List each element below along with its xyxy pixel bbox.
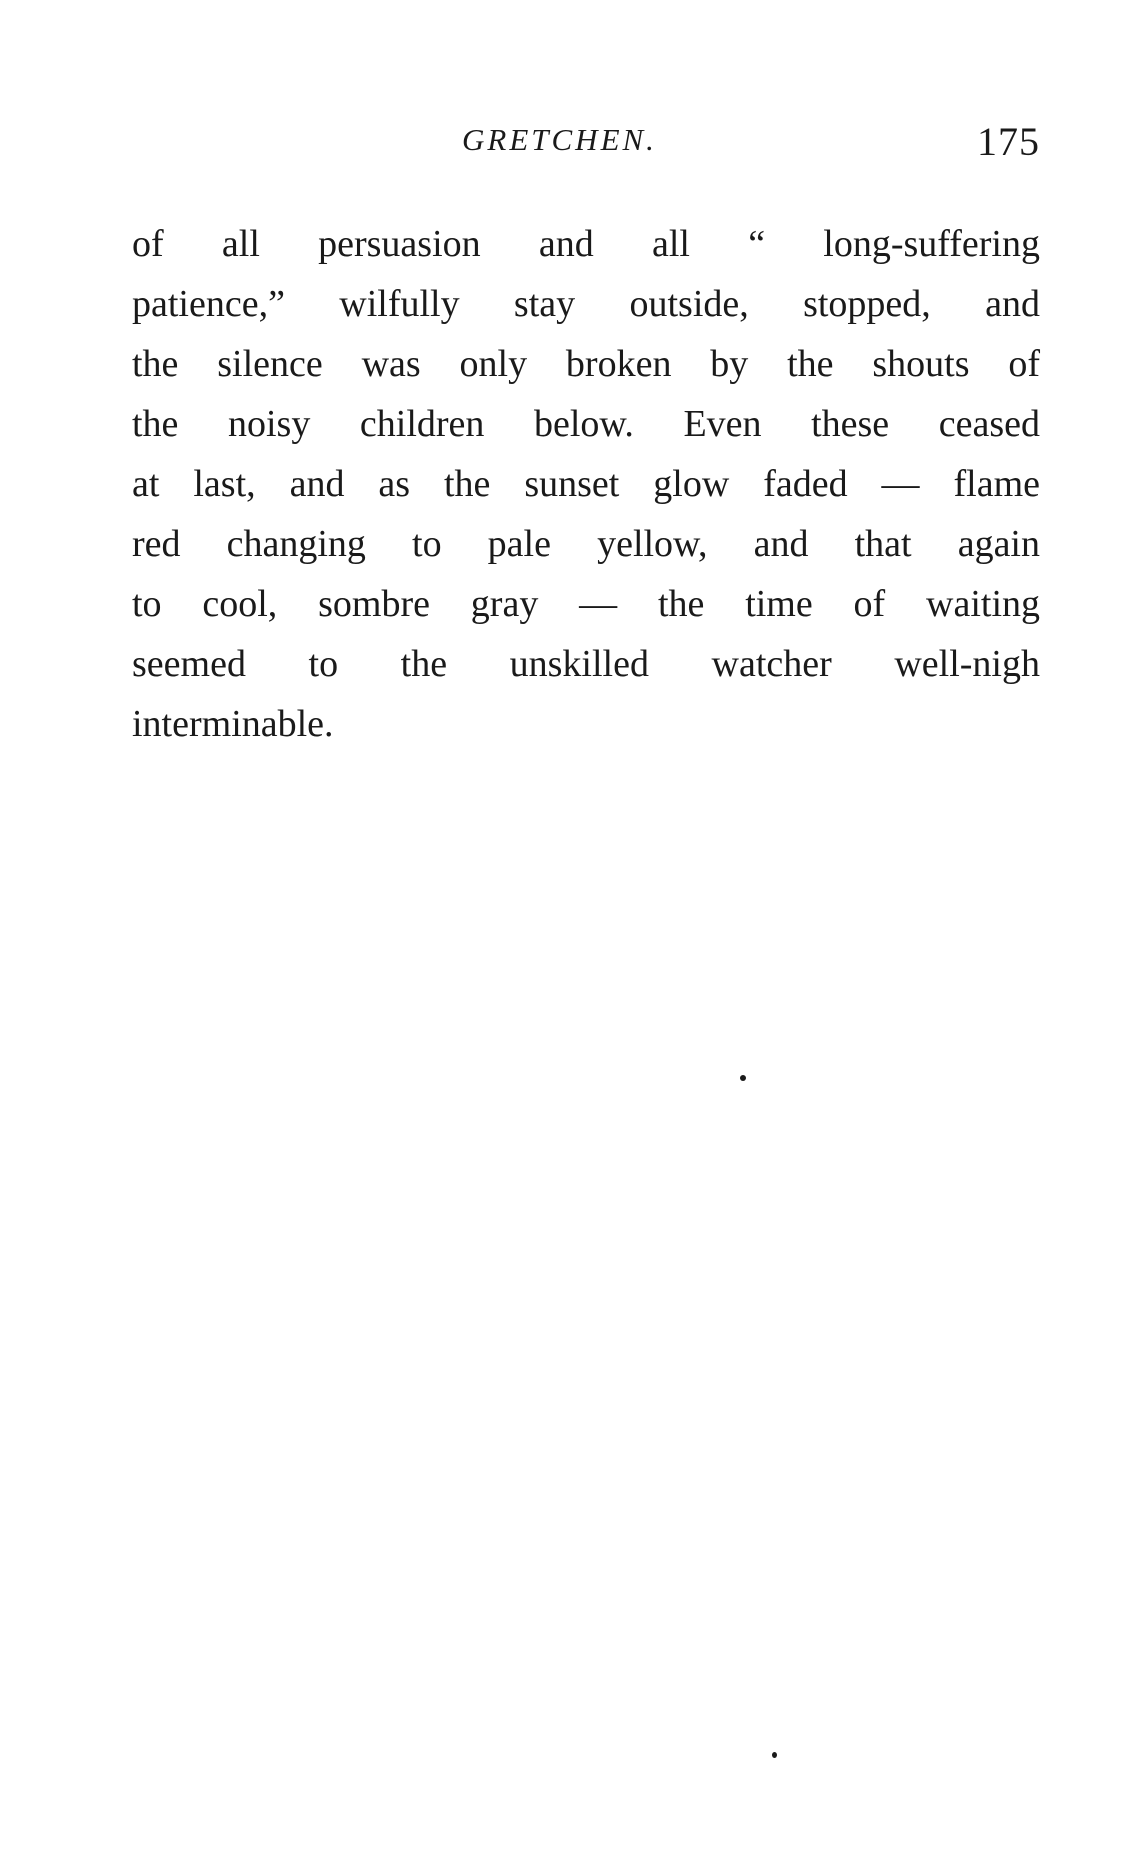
text-line: the noisy children below. Even these ceased: [132, 403, 1040, 445]
text-line: interminable.: [132, 703, 334, 745]
text-line: at last, and as the sunset glow faded — flame: [132, 463, 1040, 505]
text-line: the silence was only broken by the shouts of: [132, 343, 1040, 385]
page-number: 175: [977, 119, 1040, 164]
running-title: GRETCHEN.: [462, 122, 657, 157]
ink-speck: [772, 1752, 777, 1758]
body-paragraph: [132, 214, 1040, 754]
running-head: [132, 118, 1040, 178]
text-line: seemed to the unskilled watcher well-nigh: [132, 643, 1040, 685]
text-line: of all persuasion and all “ long-suffering: [132, 223, 1040, 265]
text-line: red changing to pale yellow, and that again: [132, 523, 1040, 565]
text-line: to cool, sombre gray — the time of waiting: [132, 583, 1040, 625]
ink-speck: [740, 1075, 746, 1081]
text-line: patience,” wilfully stay outside, stopped, and: [132, 283, 1040, 325]
